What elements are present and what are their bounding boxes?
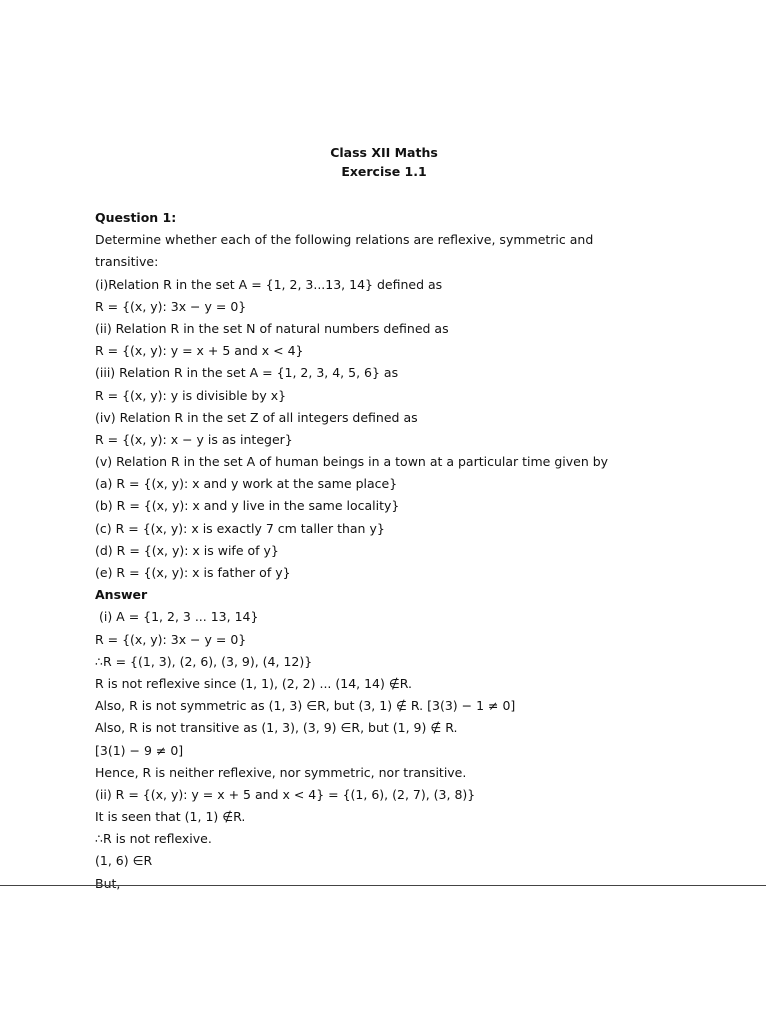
question-line: R = {(x, y): y is divisible by x} xyxy=(95,387,287,403)
answer-line: R = {(x, y): 3x − y = 0} xyxy=(95,631,247,647)
answer-line: [3(1) − 9 ≠ 0] xyxy=(95,742,184,758)
question-line: (ii) Relation R in the set N of natural numbers defined as xyxy=(95,320,449,336)
answer-heading: Answer xyxy=(95,587,148,603)
question-line: (a) R = {(x, y): x and y work at the same place} xyxy=(95,476,398,492)
answer-line: R is not reflexive since (1, 1), (2, 2) ... (14, 14) ∉R. xyxy=(95,675,412,691)
answer-line: Hence, R is neither reflexive, nor symmetric, nor transitive. xyxy=(95,764,467,780)
question-line: (iv) Relation R in the set Z of all integers defined as xyxy=(95,409,418,425)
question-line: R = {(x, y): x − y is as integer} xyxy=(95,431,293,447)
class-title: Class XII Maths xyxy=(330,145,438,160)
answer-line: (i) A = {1, 2, 3 ... 13, 14} xyxy=(95,609,259,625)
page-bottom-rule xyxy=(0,885,766,886)
answer-line: ∴R = {(1, 3), (2, 6), (3, 9), (4, 12)} xyxy=(95,653,313,669)
question-line: (e) R = {(x, y): x is father of y} xyxy=(95,565,291,580)
exercise-title: Exercise 1.1 xyxy=(341,164,427,179)
answer-line: (1, 6) ∈R xyxy=(95,853,153,869)
answer-line: (ii) R = {(x, y): y = x + 5 and x < 4} = {(1, 6), (2, 7), (3, 8)} xyxy=(95,786,476,802)
answer-line: ∴R is not reflexive. xyxy=(95,831,212,847)
question-line: (iii) Relation R in the set A = {1, 2, 3, 4, 5, 6} as xyxy=(95,365,399,381)
question-line: R = {(x, y): 3x − y = 0} xyxy=(95,298,247,314)
question-line: Determine whether each of the following relations are reflexive, symmetric and xyxy=(95,232,594,248)
question-line: transitive: xyxy=(95,254,159,270)
document-header xyxy=(0,143,768,181)
question-line: (c) R = {(x, y): x is exactly 7 cm taller than y} xyxy=(95,520,385,536)
question-line: (d) R = {(x, y): x is wife of y} xyxy=(95,542,279,558)
question-line: R = {(x, y): y = x + 5 and x < 4} xyxy=(95,343,304,359)
answer-line: But, xyxy=(95,875,121,891)
question-line: (i)Relation R in the set A = {1, 2, 3...13, 14} defined as xyxy=(95,276,443,292)
question-heading: Question 1: xyxy=(95,210,177,225)
answer-line: Also, R is not symmetric as (1, 3) ∈R, but (3, 1) ∉ R. [3(3) − 1 ≠ 0] xyxy=(95,698,516,714)
answer-line: Also, R is not transitive as (1, 3), (3, 9) ∈R, but (1, 9) ∉ R. xyxy=(95,720,458,736)
question-line: (v) Relation R in the set A of human beings in a town at a particular time given by xyxy=(95,454,609,470)
answer-line: It is seen that (1, 1) ∉R. xyxy=(95,809,246,825)
document-body xyxy=(95,207,745,895)
question-line: (b) R = {(x, y): x and y live in the same locality} xyxy=(95,498,400,514)
